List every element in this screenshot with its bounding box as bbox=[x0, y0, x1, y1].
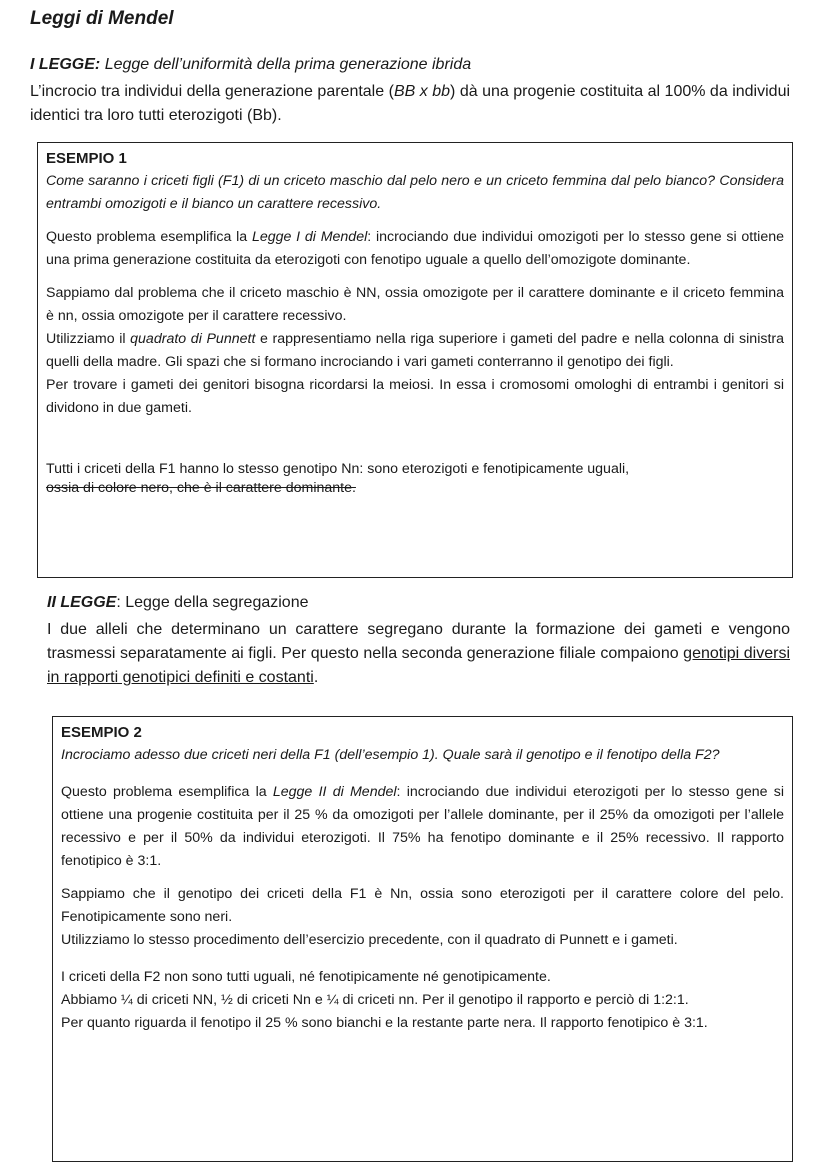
law1-name: Legge dell’uniformità della prima generazione ibrida bbox=[104, 56, 472, 73]
law2-label: II LEGGE bbox=[47, 594, 117, 611]
example1-para5b: ossia di colore nero, che è il carattere dominante. bbox=[46, 480, 356, 496]
law2-text-b: . bbox=[313, 669, 319, 686]
example1-title: ESEMPIO 1 bbox=[46, 150, 127, 167]
law1-cross: BB x bb bbox=[393, 83, 451, 100]
example1-para2: Sappiamo dal problema che il criceto maschio è NN, ossia omozigote per il carattere dominante e il criceto femmina è nn, ossia omozigote per il carattere recessivo. bbox=[46, 285, 784, 324]
law2-name: : Legge della segregazione bbox=[116, 594, 309, 611]
law1-text-a: L’incrocio tra individui della generazione parentale ( bbox=[30, 83, 394, 100]
example1-para5a: Tutti i criceti della F1 hanno lo stesso genotipo Nn: sono eterozigoti e fenotipicamente uguali, bbox=[46, 461, 630, 477]
example1-box bbox=[37, 142, 793, 578]
example1-para4: Per trovare i gameti dei genitori bisogna ricordarsi la meiosi. In essa i cromosomi omologhi di entrambi i genitori si dividono in due gameti. bbox=[46, 377, 784, 416]
example2-title: ESEMPIO 2 bbox=[61, 724, 142, 741]
law2-heading bbox=[47, 592, 309, 614]
law1-heading bbox=[30, 54, 471, 76]
law1-text-b: ) dà una progenie costituita al 100% da individui identici tra loro tutti eterozigoti (Bb). bbox=[30, 83, 791, 124]
example2-para6: Per quanto riguarda il fenotipo il 25 % sono bianchi e la restante parte nera. Il rapporto fenotipico è 3:1. bbox=[61, 1015, 708, 1031]
example2-box bbox=[52, 716, 793, 1162]
example2-para2: Sappiamo che il genotipo dei criceti della F1 è Nn, ossia sono eterozigoti per il carattere colore del pelo. Fenotipicamente sono neri. bbox=[61, 886, 784, 925]
example2-para3: Utilizziamo lo stesso procedimento dell’esercizio precedente, con il quadrato di Punnett e i gameti. bbox=[61, 932, 678, 948]
example2-para1: Questo problema esemplifica la Legge II di Mendel: incrociando due individui eterozigoti per lo stesso gene si ottiene una progenie costituita per il 25 % da omozigoti per l’allele dominante, per il 25% da omozigoti per l’allele recessivo e per il 50% da individui eterozigoti. Il 75% ha fenotipo dominante e il 25% recessivo. Il rapporto fenotipico è 3:1. bbox=[61, 784, 784, 869]
example1-question: Come saranno i criceti figli (F1) di un criceto maschio dal pelo nero e un criceto femmina dal pelo bianco? Considera entrambi omozigoti e il bianco un carattere recessivo. bbox=[46, 173, 784, 212]
example2-para4: I criceti della F2 non sono tutti uguali, né fenotipicamente né genotipicamente. bbox=[61, 969, 551, 985]
law1-text bbox=[30, 80, 790, 128]
law2-text-underlined: genotipi diversi in rapporti genotipici definiti e costanti bbox=[47, 645, 791, 686]
example1-para1: Questo problema esemplifica la Legge I di Mendel: incrociando due individui omozigoti per lo stesso gene si ottiene una prima generazione costituita da eterozigoti con fenotipo uguale a quello dell’omozigote dominante. bbox=[46, 229, 784, 268]
law2-text bbox=[47, 618, 790, 690]
law2-text-a: I due alleli che determinano un carattere segregano durante la formazione dei gameti e vengono trasmessi separatamente ai figli. Per questo nella seconda generazione filiale compaiono bbox=[47, 621, 790, 662]
page-title: Leggi di Mendel bbox=[30, 8, 174, 29]
example1-para3: Utilizziamo il quadrato di Punnett e rappresentiamo nella riga superiore i gameti del padre e nella colonna di sinistra quelli della madre. Gli spazi che si formano incrociando i vari gameti conterranno il genotipo dei figli. bbox=[46, 331, 784, 370]
example2-para5: Abbiamo ¼ di criceti NN, ½ di criceti Nn e ¼ di criceti nn. Per il genotipo il rapporto e perciò di 1:2:1. bbox=[61, 992, 689, 1008]
example2-question: Incrociamo adesso due criceti neri della F1 (dell’esempio 1). Quale sarà il genotipo e il fenotipo della F2? bbox=[61, 747, 720, 763]
law1-label: I LEGGE: bbox=[30, 56, 101, 73]
